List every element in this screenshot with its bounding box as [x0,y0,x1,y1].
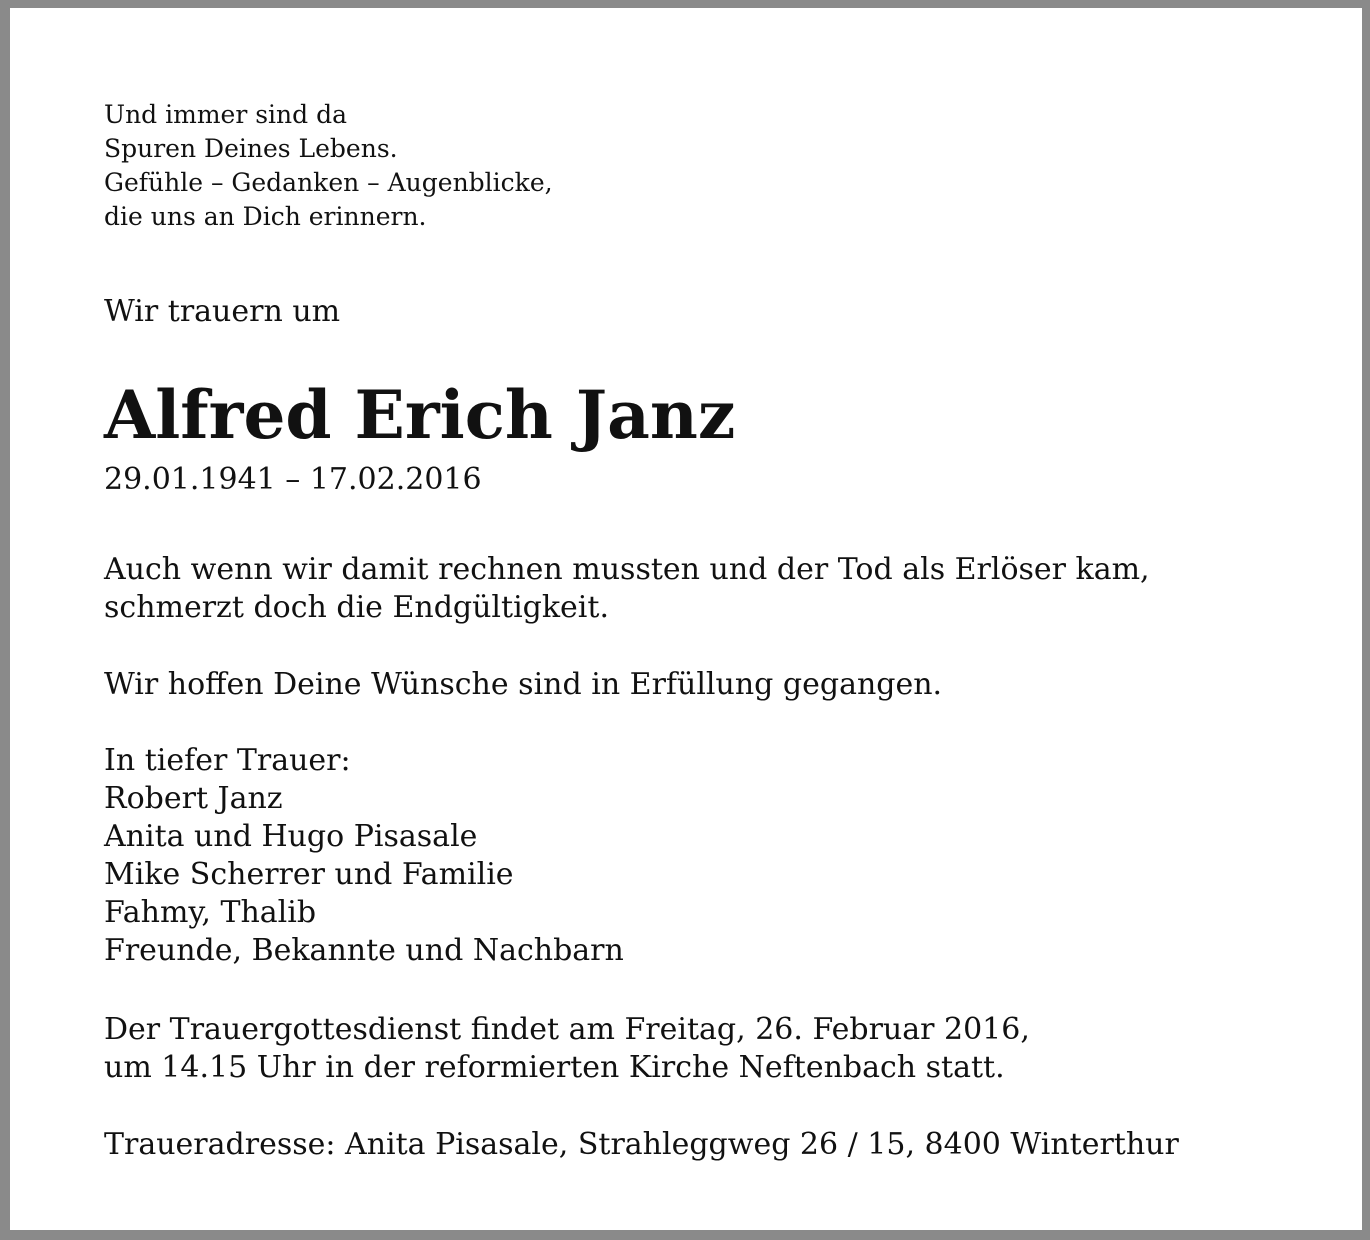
mourner-name: Freunde, Bekannte und Nachbarn [104,933,624,968]
wish-text: Wir hoffen Deine Wünsche sind in Erfüllung gegangen. [104,667,943,702]
mourner-name: Mike Scherrer und Familie [104,857,514,892]
service-announcement [104,1011,1030,1087]
service-line: Der Trauergottesdienst findet am Freitag, 26. Februar 2016, [104,1012,1030,1047]
message-line: Auch wenn wir damit rechnen mussten und der Tod als Erlöser kam, [104,552,1150,587]
memorial-poem [104,98,553,234]
mourner-name: Anita und Hugo Pisasale [104,819,478,854]
message-line: schmerzt doch die Endgültigkeit. [104,590,609,625]
mourner-name: Fahmy, Thalib [104,895,317,930]
poem-line: Spuren Deines Lebens. [104,134,398,163]
condolence-message [104,551,1150,627]
mourning-address: Traueradresse: Anita Pisasale, Strahleggweg 26 / 15, 8400 Winterthur [104,1127,1179,1162]
deceased-name: Alfred Erich Janz [104,376,736,454]
poem-line: Gefühle – Gedanken – Augenblicke, [104,168,553,197]
mourner-name: Robert Janz [104,781,283,816]
service-line: um 14.15 Uhr in der reformierten Kirche Neftenbach statt. [104,1050,1005,1085]
mourners-list [104,742,624,970]
poem-line: die uns an Dich erinnern. [104,202,427,231]
mourners-heading: In tiefer Trauer: [104,743,351,778]
life-dates: 29.01.1941 – 17.02.2016 [104,462,482,497]
mourning-intro: Wir trauern um [104,294,341,329]
poem-line: Und immer sind da [104,100,348,129]
